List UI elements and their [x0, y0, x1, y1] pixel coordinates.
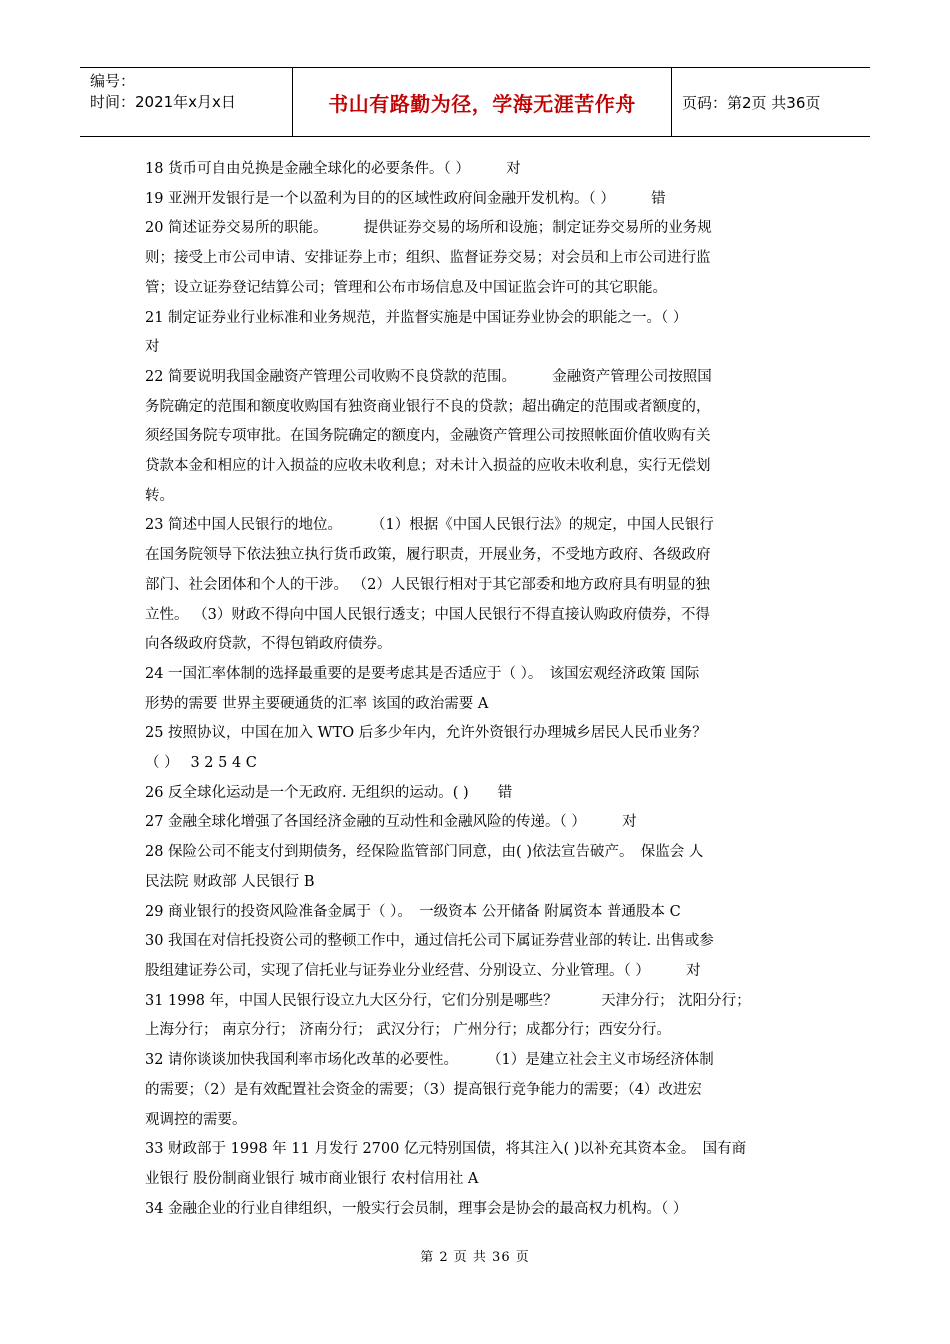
text-line: 26 反全球化运动是一个无政府. 无组织的运动。( ) 错	[145, 784, 513, 801]
header-left-cell	[80, 68, 293, 137]
text-line: 31 1998 年，中国人民银行设立九大区分行，它们分别是哪些？ 天津分行； 沈阳分行；	[145, 992, 751, 1009]
text-line: 立性。 （3）财政不得向中国人民银行透支；中国人民银行不得直接认购政府债券，不得	[145, 606, 710, 623]
document-body	[145, 155, 810, 1224]
text-line: 的需要；（2）是有效配置社会资金的需要；（3）提高银行竞争能力的需要；（4）改进宏	[145, 1081, 702, 1098]
text-line: 业银行 股份制商业银行 城市商业银行 农村信用社 A	[145, 1170, 479, 1187]
text-line: 观调控的需要。	[145, 1111, 247, 1128]
text-line: 管；设立证券登记结算公司；管理和公布市场信息及中国证监会许可的其它职能。	[145, 279, 667, 296]
text-line: 30 我国在对信托投资公司的整顿工作中，通过信托公司下属证券营业部的转让. 出售或参	[145, 933, 714, 950]
text-line: 贷款本金和相应的计入损益的应收未收利息；对未计入损益的应收未收利息，实行无偿划	[145, 458, 711, 475]
document-number-label: 编号：	[90, 72, 136, 90]
header-motto: 书山有路勤为径，学海无涯苦作舟	[328, 91, 636, 116]
text-line: 股组建证券公司，实现了信托业与证券业分业经营、分别设立、分业管理。（ ） 对	[145, 962, 701, 979]
text-line: 32 请你谈谈加快我国利率市场化改革的必要性。 （1）是建立社会主义市场经济体制	[145, 1052, 714, 1069]
text-line: 转。	[145, 487, 174, 504]
text-line: 25 按照协议，中国在加入 WTO 后多少年内，允许外资银行办理城乡居民人民币业务？	[145, 725, 707, 742]
text-line: 形势的需要 世界主要硬通货的汇率 该国的政治需要 A	[145, 695, 489, 712]
header-motto-cell	[293, 68, 672, 137]
text-line: 33 财政部于 1998 年 11 月发行 2700 亿元特别国债，将其注入( )以补充其资本金。 国有商	[145, 1141, 747, 1158]
text-line: 则；接受上市公司申请、安排证券上市；组织、监督证券交易；对会员和上市公司进行监	[145, 250, 711, 267]
text-line: 对	[145, 339, 160, 356]
text-line: 34 金融企业的行业自律组织，一般实行会员制，理事会是协会的最高权力机构。（ ）	[145, 1200, 688, 1217]
text-line: 20 简述证券交易所的职能。 提供证券交易的场所和设施；制定证券交易所的业务规	[145, 220, 712, 237]
text-line: 24 一国汇率体制的选择最重要的是要考虑其是否适应于（ ）。 该国宏观经济政策 国际	[145, 665, 700, 682]
text-line: 29 商业银行的投资风险准备金属于（ ）。 一级资本 公开储备 附属资本 普通股本 C	[145, 903, 681, 920]
page-footer: 第 2 页 共 36 页	[420, 1250, 530, 1265]
header-page-info: 页码：第2页 共36页	[672, 68, 871, 137]
document-date: 时间：2021年x月x日	[90, 93, 236, 111]
text-line: 18 货币可自由兑换是金融全球化的必要条件。（ ） 对	[145, 161, 521, 177]
page-header	[80, 67, 870, 137]
text-line: 19 亚洲开发银行是一个以盈利为目的的区域性政府间金融开发机构。（ ） 错	[145, 190, 666, 207]
text-line: 上海分行； 南京分行； 济南分行； 武汉分行； 广州分行；成都分行；西安分行。	[145, 1022, 671, 1039]
text-line: 民法院 财政部 人民银行 B	[145, 873, 315, 890]
text-line: 向各级政府贷款，不得包销政府债券。	[145, 636, 392, 653]
text-line: 在国务院领导下依法独立执行货币政策，履行职责，开展业务，不受地方政府、各级政府	[145, 547, 711, 564]
text-line: 21 制定证券业行业标准和业务规范，并监督实施是中国证券业协会的职能之一。（ ）	[145, 309, 688, 326]
text-line: 23 简述中国人民银行的地位。 （1）根据《中国人民银行法》的规定，中国人民银行	[145, 517, 714, 534]
text-line: 22 简要说明我国金融资产管理公司收购不良贷款的范围。 金融资产管理公司按照国	[145, 368, 712, 385]
text-line: 须经国务院专项审批。在国务院确定的额度内，金融资产管理公司按照帐面价值收购有关	[145, 428, 711, 445]
text-line: 部门、社会团体和个人的干涉。 （2）人民银行相对于其它部委和地方政府具有明显的独	[145, 576, 710, 593]
text-line: （ ） 3 2 5 4 C	[145, 755, 257, 772]
text-line: 务院确定的范围和额度收购国有独资商业银行不良的贷款；超出确定的范围或者额度的，	[145, 398, 711, 415]
text-line: 28 保险公司不能支付到期债务，经保险监管部门同意，由( )依法宣告破产。 保监会 人	[145, 844, 704, 861]
text-line: 27 金融全球化增强了各国经济金融的互动性和金融风险的传递。（ ） 对	[145, 814, 637, 831]
